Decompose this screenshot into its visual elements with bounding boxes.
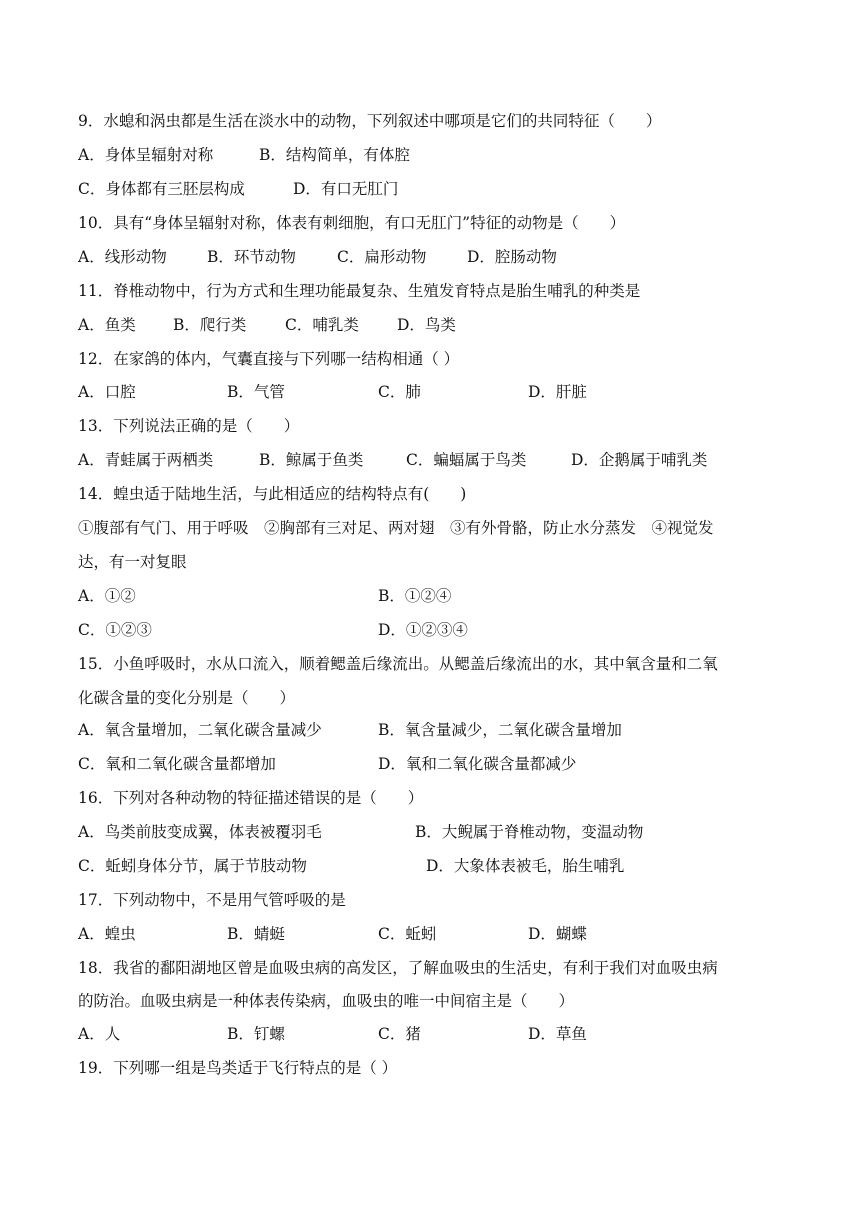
question-11-option-b: B．爬行类 xyxy=(173,316,247,334)
question-14-description-cont: 达，有一对复眼 xyxy=(78,553,187,571)
question-18-option-a: A．人 xyxy=(78,1025,121,1043)
question-9-option-a: A．身体呈辐射对称 xyxy=(78,146,214,164)
question-14-option-d: D．①②③④ xyxy=(378,621,468,639)
question-16-stem: 16．下列对各种动物的特征描述错误的是（ ） xyxy=(78,789,424,807)
question-17-option-a: A．蝗虫 xyxy=(78,925,136,943)
question-9-stem: 9．水螅和涡虫都是生活在淡水中的动物，下列叙述中哪项是它们的共同特征（ ） xyxy=(78,112,662,130)
question-16-option-b: B．大鲵属于脊椎动物，变温动物 xyxy=(415,823,644,841)
question-17-option-d: D．蝴蝶 xyxy=(528,925,587,943)
question-15-option-c: C．氧和二氧化碳含量都增加 xyxy=(78,755,276,773)
question-15-stem-cont: 化碳含量的变化分别是（ ） xyxy=(78,689,296,707)
question-14-option-c: C．①②③ xyxy=(78,621,152,639)
question-15-stem: 15．小鱼呼吸时，水从口流入，顺着鳃盖后缘流出。从鳃盖后缘流出的水，其中氧含量和二氧 xyxy=(78,655,718,673)
question-18-option-c: C．猪 xyxy=(378,1025,421,1043)
question-10-stem: 10．具有“身体呈辐射对称，体表有刺细胞，有口无肛门”特征的动物是（ ） xyxy=(78,214,626,232)
question-11-option-a: A．鱼类 xyxy=(78,316,136,334)
question-11-stem: 11．脊椎动物中，行为方式和生理功能最复杂、生殖发育特点是胎生哺乳的种类是 xyxy=(78,282,641,300)
question-18-stem: 18．我省的鄱阳湖地区曾是血吸虫病的高发区，了解血吸虫的生活史，有利于我们对血吸虫病 xyxy=(78,959,718,977)
question-13-option-b: B．鲸属于鱼类 xyxy=(259,451,364,469)
question-13-option-a: A．青蛙属于两栖类 xyxy=(78,451,214,469)
question-15-option-a: A．氧含量增加，二氧化碳含量减少 xyxy=(78,721,322,739)
question-14-description: ①腹部有气门、用于呼吸 ②胸部有三对足、两对翅 ③有外骨骼，防止水分蒸发 ④视觉发 xyxy=(78,519,714,537)
question-10-option-a: A．线形动物 xyxy=(78,248,167,266)
question-13-option-c: C．蝙蝠属于鸟类 xyxy=(406,451,527,469)
question-16-option-c: C．蚯蚓身体分节，属于节肢动物 xyxy=(78,857,307,875)
question-13-option-d: D．企鹅属于哺乳类 xyxy=(571,451,708,469)
question-11-option-c: C．哺乳类 xyxy=(285,316,359,334)
question-13-stem: 13．下列说法正确的是（ ） xyxy=(78,417,300,435)
question-17-option-c: C．蚯蚓 xyxy=(378,925,437,943)
question-12-stem: 12．在家鸽的体内，气囊直接与下列哪一结构相通（ ） xyxy=(78,350,460,368)
question-9-option-c: C．身体都有三胚层构成 xyxy=(78,180,245,198)
question-10-option-b: B．环节动物 xyxy=(207,248,296,266)
question-12-option-c: C．肺 xyxy=(378,383,421,401)
question-9-option-b: B．结构简单，有体腔 xyxy=(259,146,410,164)
question-17-stem: 17．下列动物中，不是用气管呼吸的是 xyxy=(78,891,346,909)
question-12-option-a: A．口腔 xyxy=(78,383,136,401)
question-9-option-d: D．有口无肛门 xyxy=(293,180,399,198)
question-18-option-b: B．钉螺 xyxy=(227,1025,285,1043)
question-11-option-d: D．鸟类 xyxy=(397,316,456,334)
question-10-option-c: C．扁形动物 xyxy=(337,248,427,266)
question-12-option-b: B．气管 xyxy=(227,383,285,401)
question-16-option-a: A．鸟类前肢变成翼，体表被覆羽毛 xyxy=(78,823,322,841)
question-10-option-d: D．腔肠动物 xyxy=(467,248,557,266)
question-19-stem: 19．下列哪一组是鸟类适于飞行特点的是（ ） xyxy=(78,1059,398,1077)
question-18-option-d: D．草鱼 xyxy=(528,1025,587,1043)
question-14-option-a: A．①② xyxy=(78,587,136,605)
question-15-option-d: D．氧和二氧化碳含量都减少 xyxy=(378,755,577,773)
question-18-stem-cont: 的防治。血吸虫病是一种体表传染病，血吸虫的唯一中间宿主是（ ） xyxy=(78,992,575,1010)
question-12-option-d: D．肝脏 xyxy=(528,383,587,401)
question-16-option-d: D．大象体表被毛，胎生哺乳 xyxy=(426,857,625,875)
question-14-stem: 14．蝗虫适于陆地生活，与此相适应的结构特点有( ) xyxy=(78,485,467,503)
question-17-option-b: B．蜻蜓 xyxy=(227,925,285,943)
question-15-option-b: B．氧含量减少，二氧化碳含量增加 xyxy=(378,721,622,739)
question-14-option-b: B．①②④ xyxy=(378,587,452,605)
